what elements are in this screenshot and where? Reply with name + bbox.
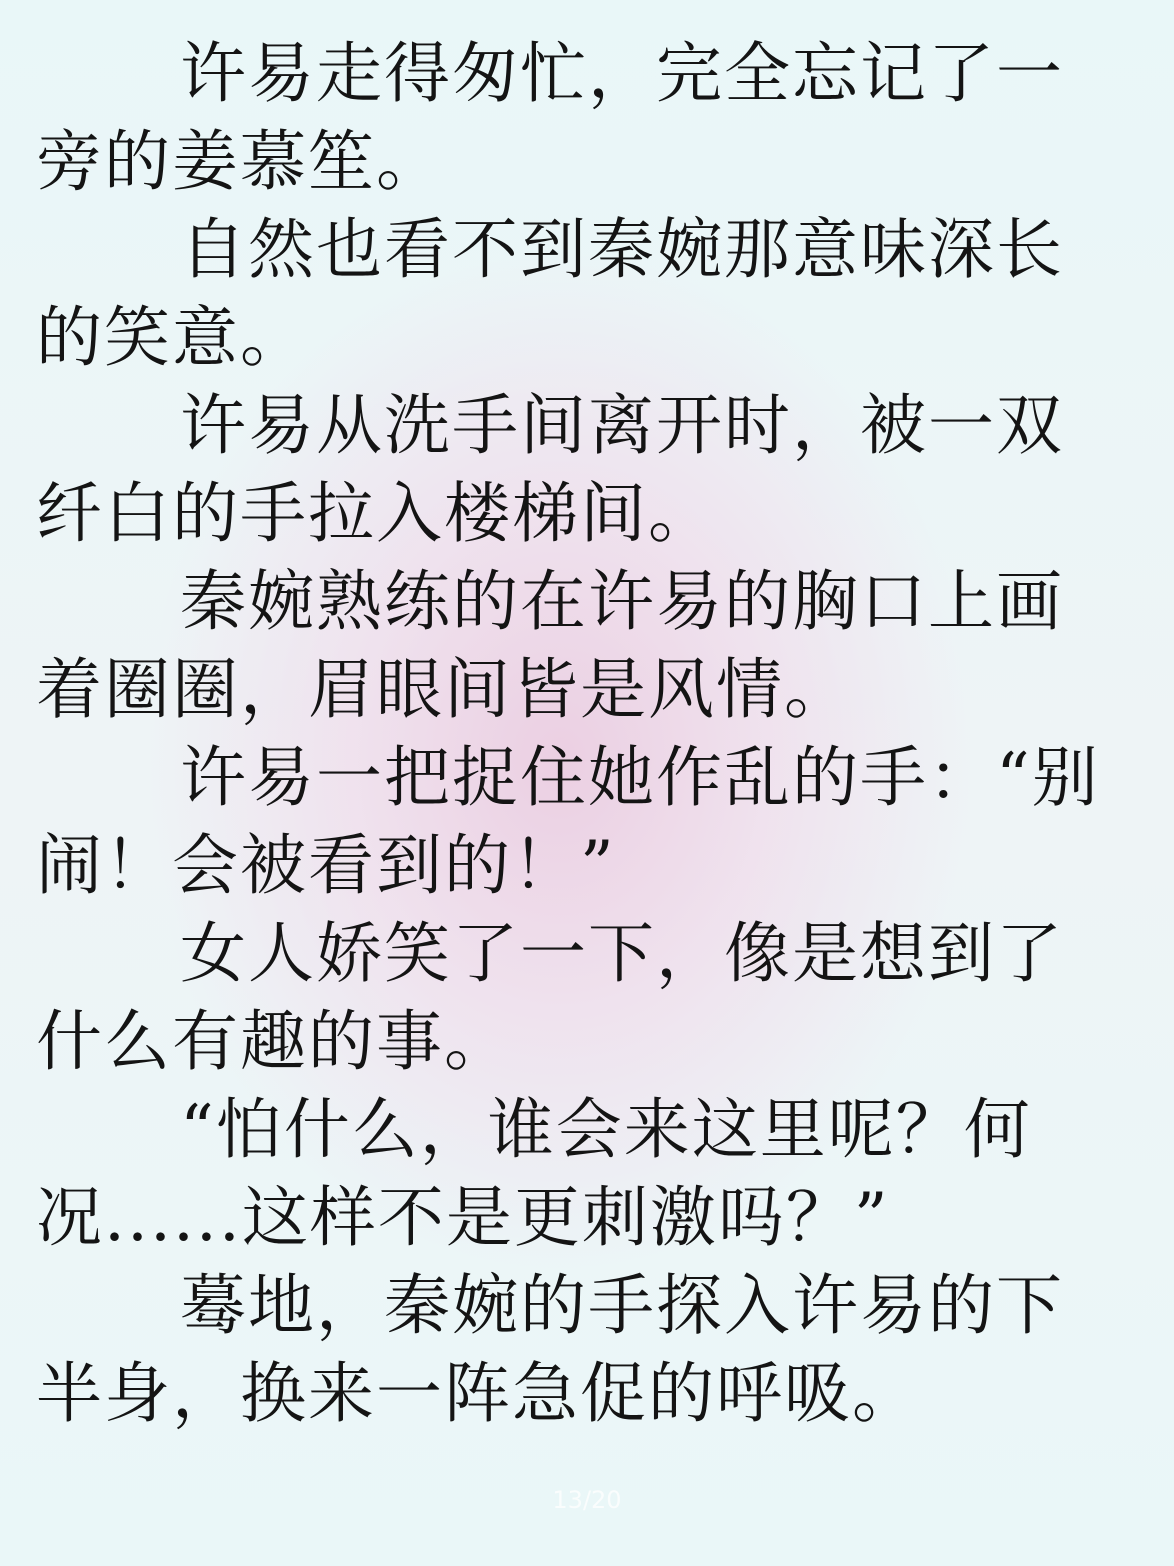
paragraph-8: 蓦地，秦婉的手探入许易的下半身，换来一阵急促的呼吸。 (36, 1267, 1064, 1432)
story-text (36, 30, 1116, 1438)
page-indicator: 13/20 (552, 1486, 622, 1514)
paragraph-6: 女人娇笑了一下，像是想到了什么有趣的事。 (36, 915, 1064, 1080)
paragraph-2: 自然也看不到秦婉那意味深长的笑意。 (36, 211, 1064, 376)
paragraph-1: 许易走得匆忙，完全忘记了一旁的姜慕笙。 (36, 35, 1064, 200)
paragraph-3: 许易从洗手间离开时，被一双纤白的手拉入楼梯间。 (36, 387, 1064, 552)
paragraph-4: 秦婉熟练的在许易的胸口上画着圈圈，眉眼间皆是风情。 (36, 563, 1064, 728)
paragraph-7: “怕什么，谁会来这里呢？何况......这样不是更刺激吗？” (36, 1091, 1032, 1256)
paragraph-5: 许易一把捉住她作乱的手：“别闹！会被看到的！” (36, 739, 1100, 904)
